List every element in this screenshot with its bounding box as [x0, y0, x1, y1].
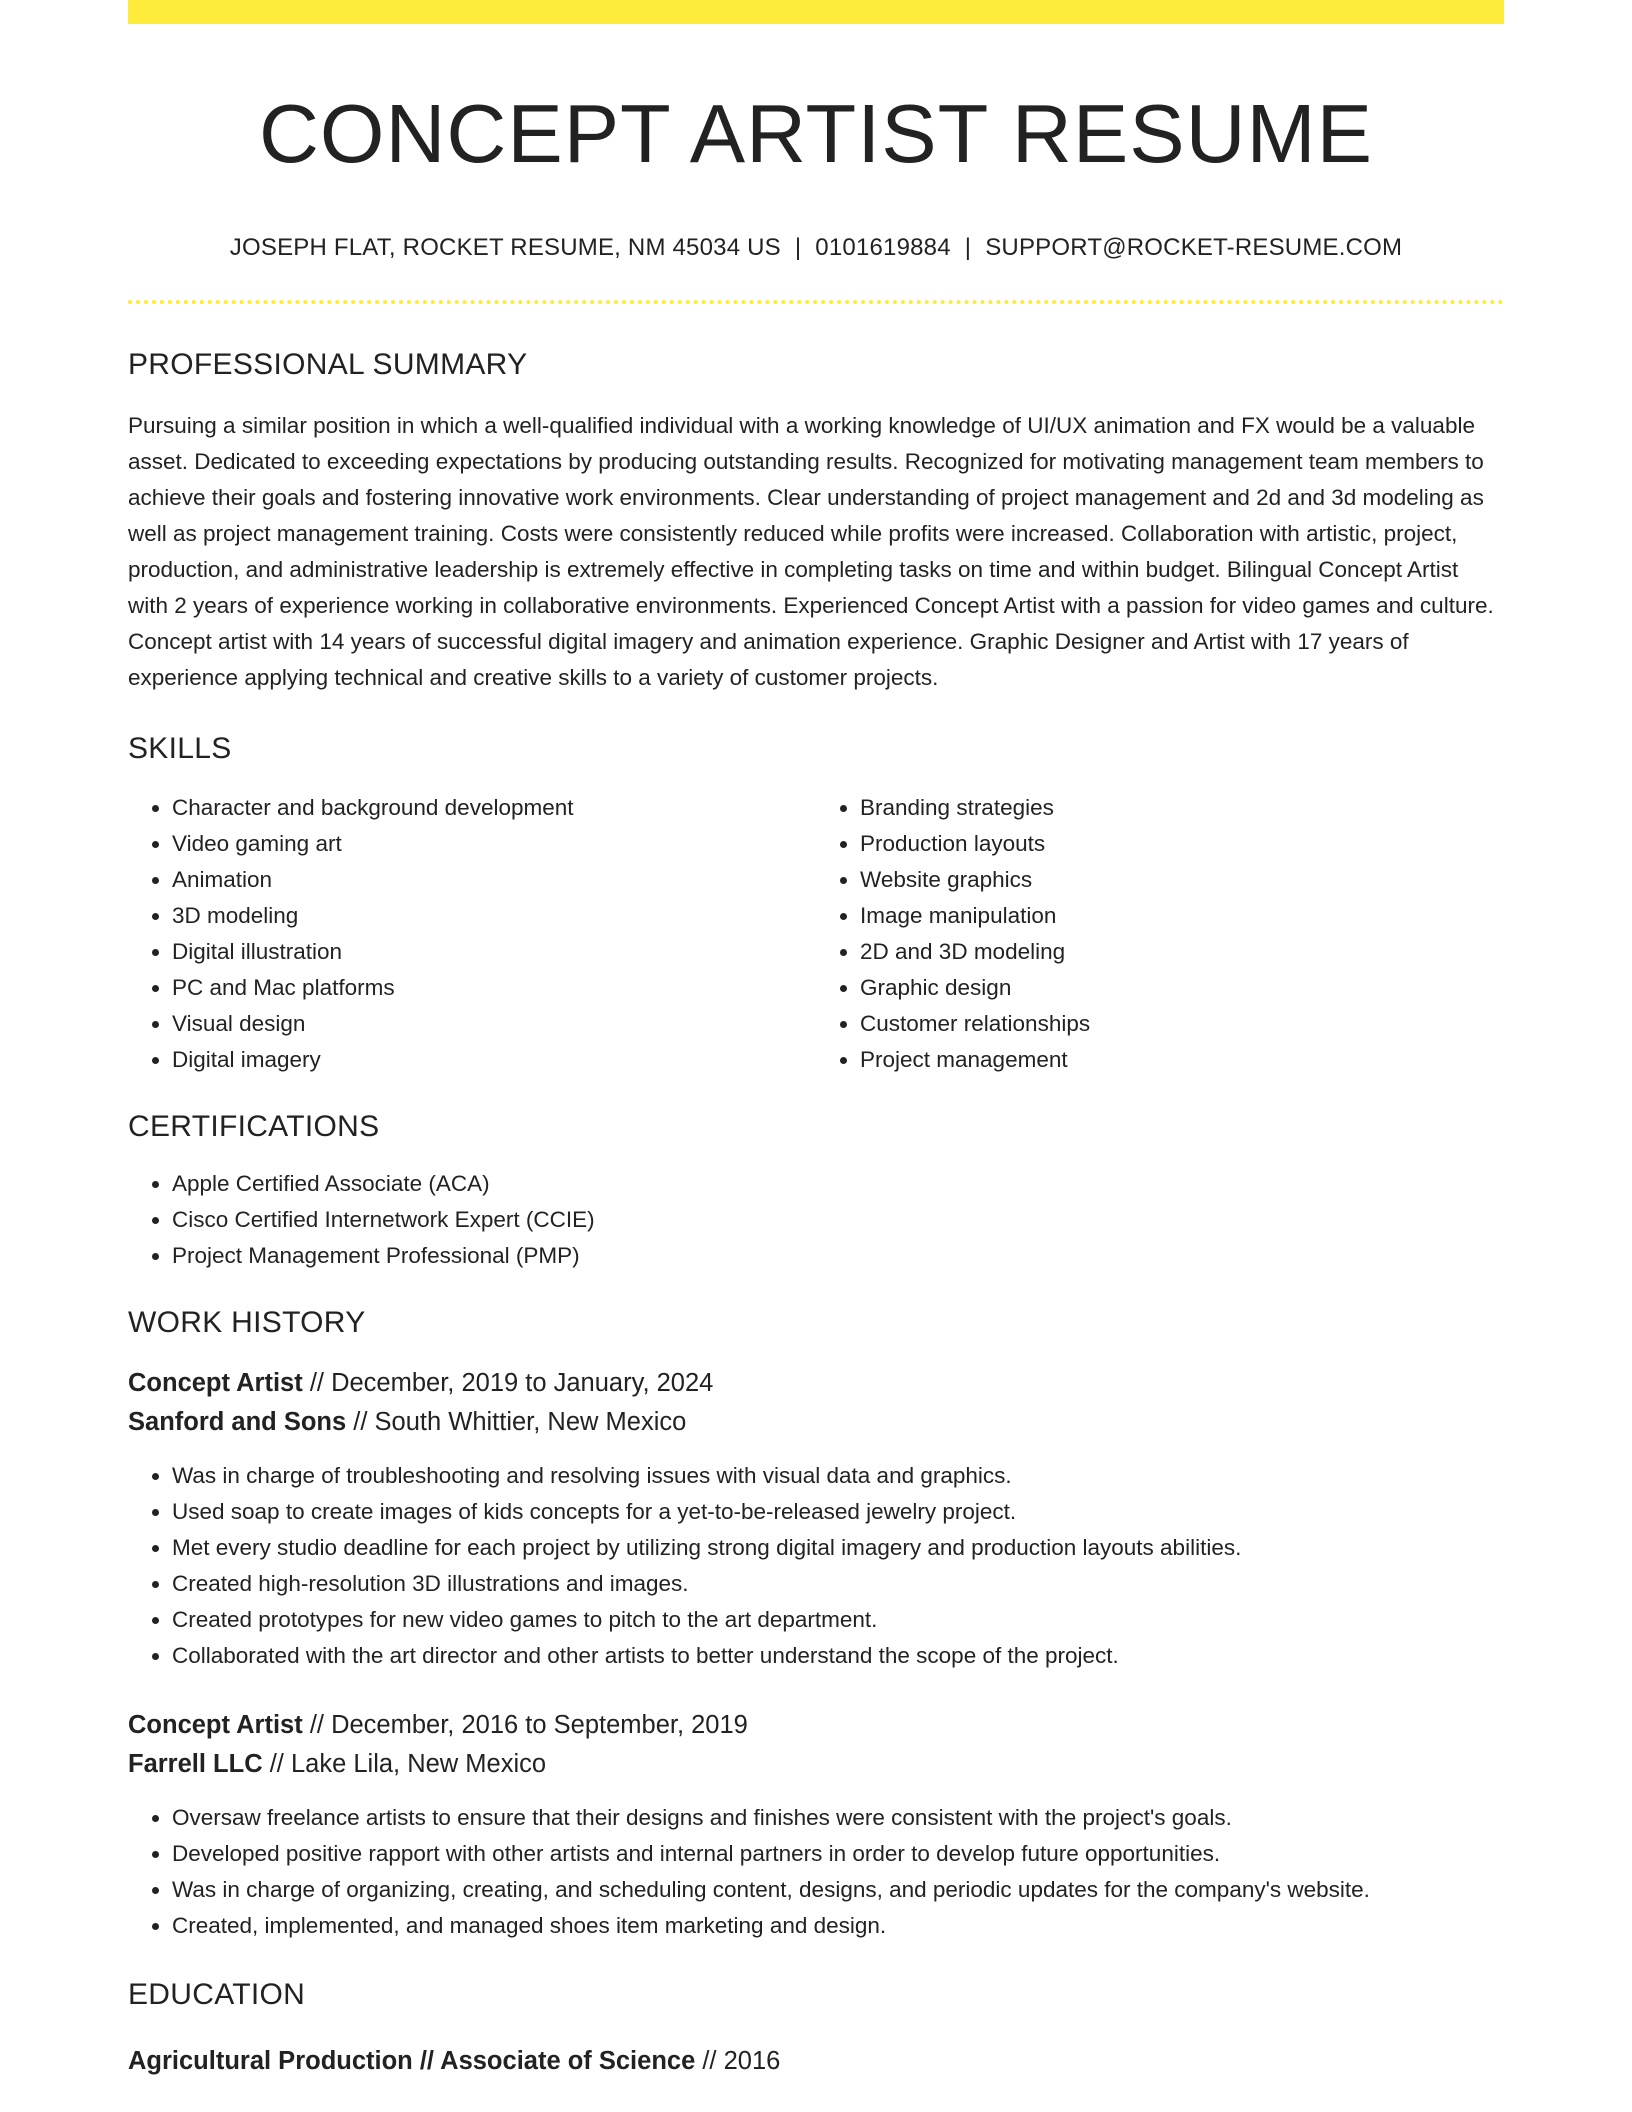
job-title-line: [128, 1706, 1504, 1745]
skill-item: • 3D modeling: [172, 898, 816, 934]
education-line: [128, 2042, 1504, 2081]
skill-item: • Production layouts: [860, 826, 1504, 862]
job-duty: • Met every studio deadline for each project by utilizing strong digital imagery and production layouts abilities.: [172, 1530, 1504, 1566]
resume-page: [128, 0, 1504, 2081]
job-duty: • Used soap to create images of kids concepts for a yet-to-be-released jewelry project.: [172, 1494, 1504, 1530]
summary-heading: PROFESSIONAL SUMMARY: [128, 347, 528, 381]
job-duty: • Created, implemented, and managed shoes item marketing and design.: [172, 1908, 1504, 1944]
skill-item: • Customer relationships: [860, 1006, 1504, 1042]
skills-heading: SKILLS: [128, 731, 232, 765]
job-duty: • Was in charge of troubleshooting and resolving issues with visual data and graphics.: [172, 1458, 1504, 1494]
skill-item: • Digital illustration: [172, 934, 816, 970]
certifications-heading: CERTIFICATIONS: [128, 1109, 380, 1143]
summary-text: Pursuing a similar position in which a well-qualified individual with a working knowledge of UI/UX animation and FX would be a valuable asset. Dedicated to exceeding expectations by producing outstanding results. Recognized for motivating management team members to achieve their goals and fostering innovative work environments. Clear understanding of project management and 2d and 3d modeling as well as project management training. Costs were consistently reduced while profits were increased. Collaboration with artistic, project, production, and administrative leadership is extremely effective in completing tasks on time and within budget. Bilingual Concept Artist with 2 years of experience working in collaborative environments. Experienced Concept Artist with a passion for video games and culture. Concept artist with 14 years of successful digital imagery and animation experience. Graphic Designer and Artist with 17 years of experience applying technical and creative skills to a variety of customer projects.: [128, 412, 1494, 690]
education-heading: EDUCATION: [128, 1977, 306, 2011]
contact-separator: |: [794, 233, 802, 261]
skill-item: • 2D and 3D modeling: [860, 934, 1504, 970]
skills-list-right: [816, 790, 1504, 1078]
job-duties-list: [128, 1800, 1504, 1944]
job-company-line: [128, 1403, 1504, 1442]
job-company: Sanford and Sons: [128, 1407, 347, 1436]
skill-item: • Animation: [172, 862, 816, 898]
job-duty: • Created prototypes for new video games to pitch to the art department.: [172, 1602, 1504, 1638]
skill-item: • Branding strategies: [860, 790, 1504, 826]
job-company-line: [128, 1745, 1504, 1784]
job-duty: • Was in charge of organizing, creating, and scheduling content, designs, and periodic updates for the company's website.: [172, 1872, 1504, 1908]
skill-item: • Digital imagery: [172, 1042, 816, 1078]
job-duties-list: [128, 1458, 1504, 1674]
certification-item: • Apple Certified Associate (ACA): [172, 1166, 1504, 1202]
job-duty: • Developed positive rapport with other artists and internal partners in order to develop future opportunities.: [172, 1836, 1504, 1872]
job-duty: • Collaborated with the art director and other artists to better understand the scope of the project.: [172, 1638, 1504, 1674]
education-degree: Agricultural Production // Associate of Science: [128, 2046, 696, 2075]
skill-item: • Visual design: [172, 1006, 816, 1042]
job-role: Concept Artist: [128, 1710, 303, 1739]
certification-item: • Project Management Professional (PMP): [172, 1238, 1504, 1274]
job-location: // South Whittier, New Mexico: [346, 1407, 687, 1436]
job-location: // Lake Lila, New Mexico: [262, 1749, 547, 1778]
skills-list-left: [128, 790, 816, 1078]
dotted-divider: [128, 300, 1504, 304]
contact-separator: |: [964, 233, 972, 261]
work-history-heading: WORK HISTORY: [128, 1305, 366, 1339]
education-year: // 2016: [695, 2046, 781, 2075]
job-duty: • Oversaw freelance artists to ensure that their designs and finishes were consistent with the project's goals.: [172, 1800, 1504, 1836]
certification-item: • Cisco Certified Internetwork Expert (CCIE): [172, 1202, 1504, 1238]
top-accent-bar: [128, 0, 1504, 24]
contact-email[interactable]: SUPPORT@ROCKET-RESUME.COM: [985, 233, 1403, 261]
job-company: Farrell LLC: [128, 1749, 263, 1778]
skill-item: • PC and Mac platforms: [172, 970, 816, 1006]
contact-phone: 0101619884: [815, 233, 951, 261]
skill-item: • Project management: [860, 1042, 1504, 1078]
contact-line: [128, 234, 1504, 262]
job-dates: // December, 2016 to September, 2019: [302, 1710, 748, 1739]
certifications-list: [128, 1166, 1504, 1274]
job-title-line: [128, 1364, 1504, 1403]
skills-columns: [128, 790, 1504, 1078]
document-title: CONCEPT ARTIST RESUME: [258, 87, 1374, 180]
job-duty: • Created high-resolution 3D illustrations and images.: [172, 1566, 1504, 1602]
job-dates: // December, 2019 to January, 2024: [302, 1368, 714, 1397]
job-role: Concept Artist: [128, 1368, 303, 1397]
skill-item: • Website graphics: [860, 862, 1504, 898]
skill-item: • Image manipulation: [860, 898, 1504, 934]
skill-item: • Graphic design: [860, 970, 1504, 1006]
skill-item: • Character and background development: [172, 790, 816, 826]
contact-address: JOSEPH FLAT, ROCKET RESUME, NM 45034 US: [229, 233, 781, 261]
skill-item: • Video gaming art: [172, 826, 816, 862]
